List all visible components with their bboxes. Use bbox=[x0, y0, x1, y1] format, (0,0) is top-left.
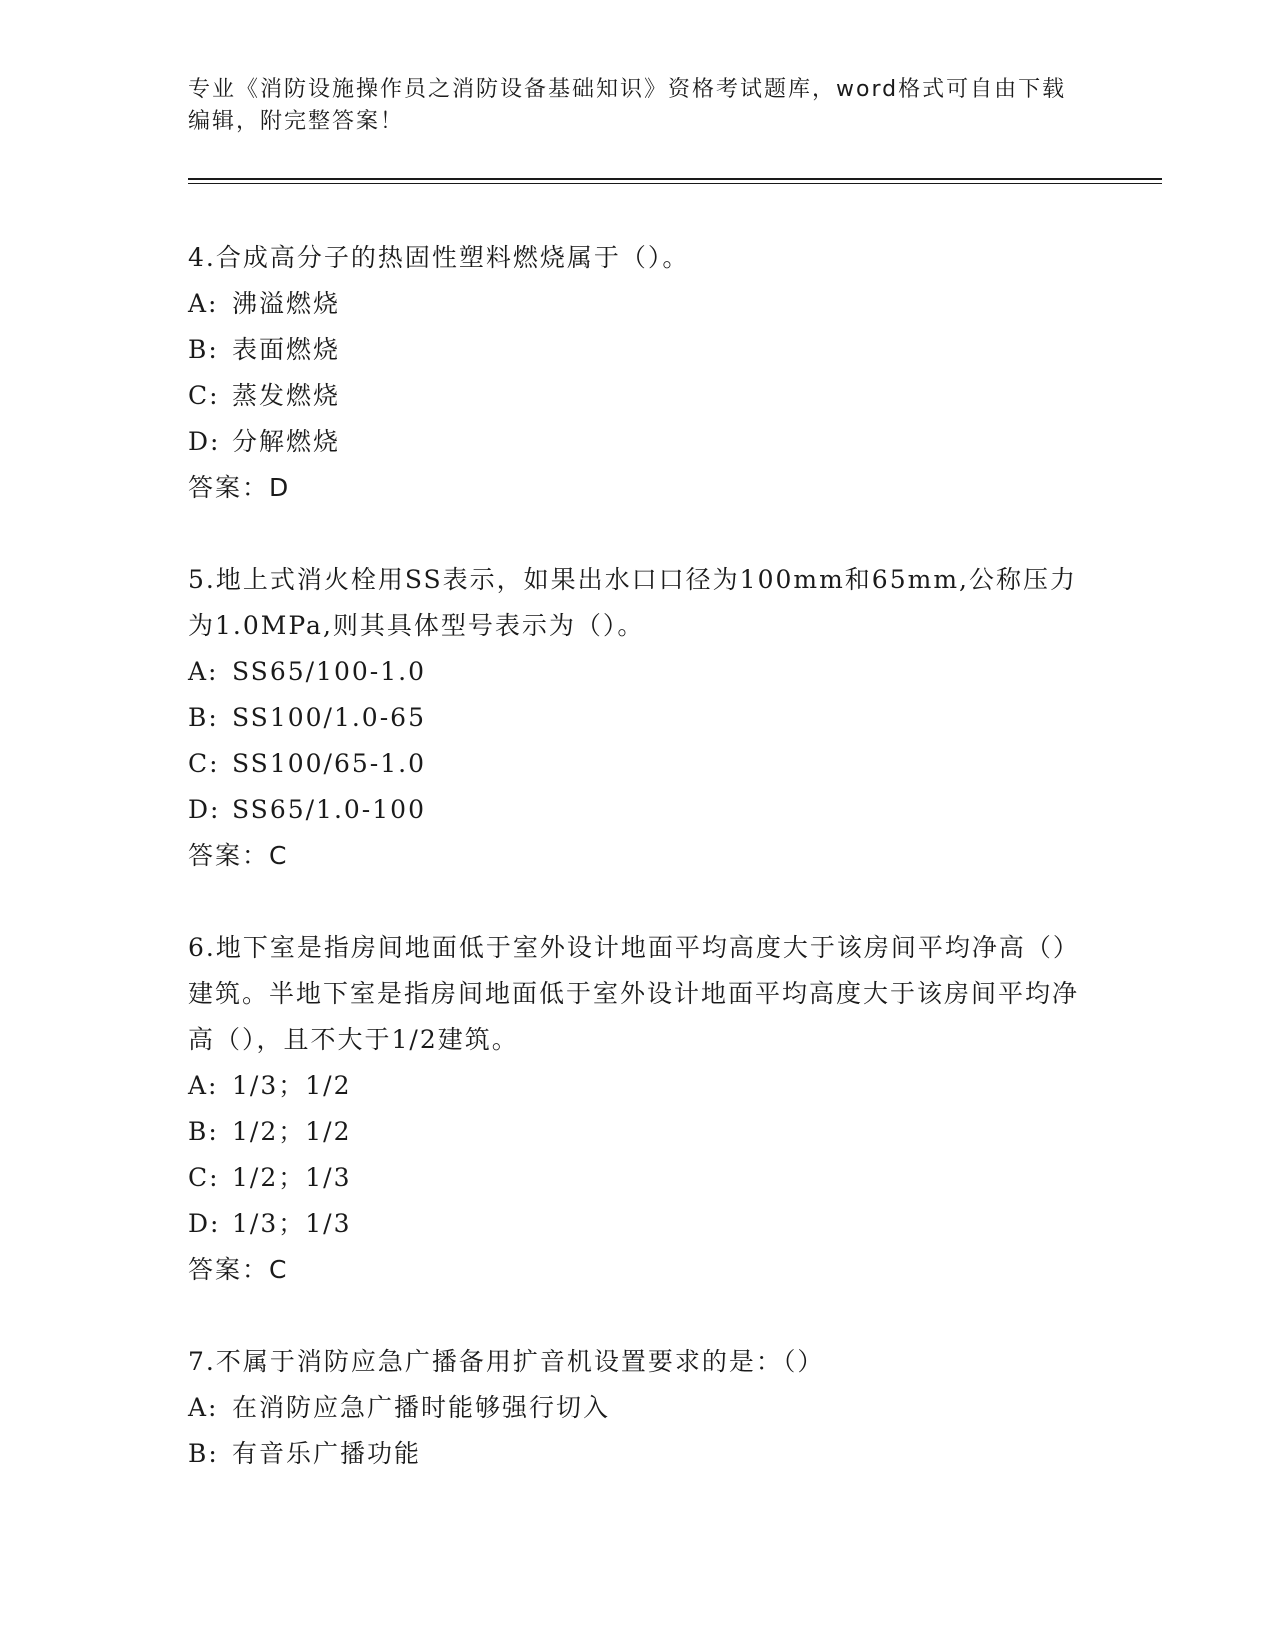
option-letter: C: bbox=[188, 1163, 220, 1192]
option-a bbox=[188, 1385, 1088, 1431]
option-letter: A: bbox=[188, 657, 219, 686]
option-text: 有音乐广播功能 bbox=[232, 1439, 422, 1468]
option-d bbox=[188, 419, 1088, 465]
option-letter: D: bbox=[188, 427, 221, 456]
option-a bbox=[188, 1063, 1088, 1109]
question-list bbox=[188, 235, 1088, 1523]
question-text: 4.合成高分子的热固性塑料燃烧属于（）。 bbox=[188, 243, 690, 272]
option-b bbox=[188, 327, 1088, 373]
option-letter: C: bbox=[188, 381, 220, 410]
page-header: 专业《消防设施操作员之消防设备基础知识》资格考试题库，word格式可自由下载编辑，附完整答案！ bbox=[188, 77, 1067, 134]
option-d bbox=[188, 1201, 1088, 1247]
question-item bbox=[188, 925, 1088, 1293]
question-item bbox=[188, 1339, 1088, 1477]
option-text: SS100/65-1.0 bbox=[232, 749, 426, 778]
question-text: 5.地上式消火栓用SS表示，如果出水口口径为100mm和65mm,公称压力为1.0MPa,则其具体型号表示为（）。 bbox=[188, 565, 1077, 640]
option-letter: A: bbox=[188, 289, 219, 318]
option-text: 1/3；1/2 bbox=[232, 1071, 352, 1100]
option-text: 1/2；1/2 bbox=[232, 1117, 352, 1146]
option-letter: B: bbox=[188, 1117, 219, 1146]
option-c bbox=[188, 373, 1088, 419]
option-letter: B: bbox=[188, 703, 219, 732]
option-letter: A: bbox=[188, 1071, 219, 1100]
option-c bbox=[188, 741, 1088, 787]
option-letter: B: bbox=[188, 1439, 219, 1468]
option-text: 1/2；1/3 bbox=[232, 1163, 352, 1192]
question-item bbox=[188, 235, 1088, 511]
option-d bbox=[188, 787, 1088, 833]
option-text: 蒸发燃烧 bbox=[232, 381, 341, 410]
question-text: 7.不属于消防应急广播备用扩音机设置要求的是：（） bbox=[188, 1347, 825, 1376]
answer-text: 答案：D bbox=[188, 473, 291, 502]
option-b bbox=[188, 695, 1088, 741]
option-letter: B: bbox=[188, 335, 219, 364]
option-a bbox=[188, 649, 1088, 695]
header-divider-thin bbox=[188, 183, 1162, 184]
option-b bbox=[188, 1431, 1088, 1477]
header-divider-thick bbox=[188, 178, 1162, 180]
option-letter: A: bbox=[188, 1393, 219, 1422]
option-text: 在消防应急广播时能够强行切入 bbox=[232, 1393, 611, 1422]
answer-text: 答案：C bbox=[188, 1255, 289, 1284]
option-letter: C: bbox=[188, 749, 220, 778]
option-text: SS65/100-1.0 bbox=[232, 657, 426, 686]
option-text: 1/3；1/3 bbox=[232, 1209, 352, 1238]
option-text: 沸溢燃烧 bbox=[232, 289, 341, 318]
option-a bbox=[188, 281, 1088, 327]
option-text: 分解燃烧 bbox=[232, 427, 341, 456]
option-letter: D: bbox=[188, 1209, 221, 1238]
question-text: 6.地下室是指房间地面低于室外设计地面平均高度大于该房间平均净高（）建筑。半地下室是指房间地面低于室外设计地面平均高度大于该房间平均净高（），且不大于1/2建筑。 bbox=[188, 933, 1080, 1054]
option-letter: D: bbox=[188, 795, 221, 824]
option-c bbox=[188, 1155, 1088, 1201]
option-text: SS65/1.0-100 bbox=[232, 795, 426, 824]
option-text: 表面燃烧 bbox=[232, 335, 341, 364]
answer-text: 答案：C bbox=[188, 841, 289, 870]
question-item bbox=[188, 557, 1088, 879]
option-b bbox=[188, 1109, 1088, 1155]
option-text: SS100/1.0-65 bbox=[232, 703, 426, 732]
